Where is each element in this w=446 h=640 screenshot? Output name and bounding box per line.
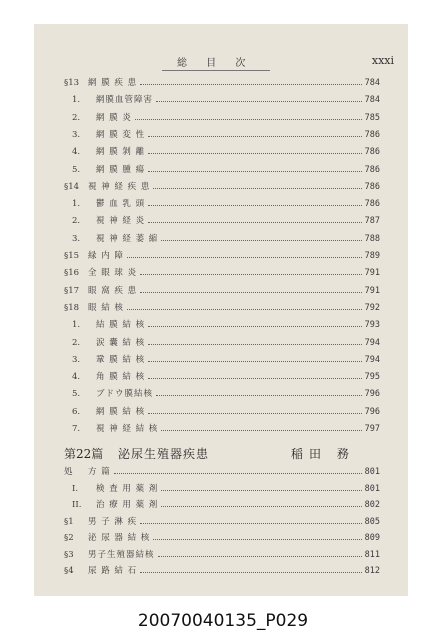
dot-leader <box>161 430 362 431</box>
toc-entry-number: I. <box>72 483 79 494</box>
toc-entry-number: §16 <box>64 268 80 279</box>
dot-leader <box>148 344 362 345</box>
toc-entry-page: 796 <box>364 406 380 417</box>
toc-entry <box>34 231 408 247</box>
dot-leader <box>148 378 362 379</box>
toc-entry-page: 791 <box>364 285 380 296</box>
toc-entry-page: 809 <box>364 533 380 543</box>
toc-entry-title: 鞏 膜 結 核 <box>96 354 146 365</box>
toc-entry <box>34 179 408 195</box>
toc-entry-title: 眼 結 核 <box>88 302 124 313</box>
dot-leader <box>140 84 362 85</box>
dot-leader <box>158 556 362 557</box>
page-title: 総 目 次 <box>177 58 254 69</box>
dot-leader <box>127 257 362 258</box>
toc-entry <box>34 464 408 480</box>
toc-entry <box>34 196 408 212</box>
toc-entry-number: §18 <box>64 302 80 313</box>
dot-leader <box>140 292 362 293</box>
toc-entry-title: 方 篇 <box>88 467 111 477</box>
toc-entry <box>34 92 408 108</box>
archive-id-label: 20070040135_P029 <box>137 611 309 631</box>
dot-leader <box>153 188 362 189</box>
toc-entry-number: 2. <box>72 337 81 348</box>
toc-entry <box>34 386 408 402</box>
chapter-number: 第22篇 <box>64 447 104 461</box>
toc-entry-title: 鬱 血 乳 頭 <box>96 199 146 210</box>
toc-entry <box>34 162 408 178</box>
toc-entry <box>34 335 408 351</box>
toc-entry-number: 3. <box>72 354 81 365</box>
toc-entry <box>34 317 408 333</box>
dot-leader <box>148 326 362 327</box>
toc-entry <box>34 563 408 579</box>
toc-entry-title: 尿 路 結 石 <box>88 566 138 576</box>
toc-entry-title: 角 膜 結 核 <box>96 372 146 383</box>
toc-entry-title: 視 神 経 結 核 <box>96 424 159 434</box>
toc-entry-number: 1. <box>72 95 81 106</box>
dot-leader <box>148 205 362 206</box>
toc-entry-page: 801 <box>364 483 380 494</box>
toc-entry-page: 788 <box>364 233 380 244</box>
page-number: xxxi <box>371 54 394 67</box>
toc-entry-title: 治 療 用 薬 剤 <box>96 500 159 510</box>
toc-entry-number: 2. <box>72 216 81 227</box>
dot-leader <box>148 413 362 414</box>
toc-entry-page: 795 <box>364 372 380 383</box>
dot-leader <box>148 153 362 154</box>
toc-entry <box>34 144 408 160</box>
toc-entry-number: II. <box>72 500 82 510</box>
toc-entry <box>34 248 408 264</box>
toc-entry-number: §2 <box>64 533 74 543</box>
toc-entry <box>34 369 408 385</box>
toc-entry-title: 視 神 経 炎 <box>96 216 146 227</box>
toc-entry-number: §15 <box>64 251 80 261</box>
toc-entry <box>34 404 408 420</box>
dot-leader <box>148 136 362 137</box>
toc-entry-page: 789 <box>364 251 380 261</box>
toc-entry-page: 805 <box>364 516 380 527</box>
toc-entry-page: 797 <box>364 424 380 434</box>
chapter-author: 稲田 務 <box>291 447 355 461</box>
toc-entry-number: 5. <box>72 164 81 175</box>
toc-entry-title: 視 神 経 疾 患 <box>88 181 151 192</box>
toc-entry-number: 6. <box>72 406 81 417</box>
toc-entry-number: 1. <box>72 320 81 331</box>
toc-entry <box>34 352 408 368</box>
dot-leader <box>148 222 362 223</box>
toc-entry-title: 泌 尿 器 結 核 <box>88 533 151 543</box>
toc-entry-page: 801 <box>364 467 380 477</box>
dot-leader <box>156 395 362 396</box>
toc-entry <box>34 497 408 513</box>
dot-leader <box>148 361 362 362</box>
toc-entry <box>34 75 408 91</box>
toc-entry-title: 結 膜 結 核 <box>96 320 146 331</box>
toc-entry-page: 794 <box>364 337 380 348</box>
dot-leader <box>114 473 362 474</box>
toc-entry-title: 網 膜 変 性 <box>96 129 146 140</box>
header-rule <box>162 70 270 71</box>
chapter-title: 泌尿生殖器疾患 <box>118 447 210 461</box>
toc-entry-title: 視 神 経 萎 縮 <box>96 233 159 244</box>
toc-entry-page: 796 <box>364 389 380 400</box>
dot-leader <box>140 572 362 573</box>
toc-entry-number: 5. <box>72 389 81 400</box>
dot-leader <box>135 119 362 120</box>
dot-leader <box>156 101 362 102</box>
toc-entry-page: 786 <box>364 164 380 175</box>
toc-entry <box>34 530 408 546</box>
toc-entry-number: 処 <box>64 467 73 477</box>
toc-entry-page: 791 <box>364 268 380 279</box>
toc-entry-title: 涙 囊 結 核 <box>96 337 146 348</box>
toc-entry <box>34 421 408 437</box>
toc-entry <box>34 547 408 563</box>
toc-entry-title: ブドウ膜結核 <box>96 389 154 400</box>
toc-entry-title: 網膜血管障害 <box>96 95 154 106</box>
toc-entry-number: §3 <box>64 549 74 560</box>
toc-entry-number: §17 <box>64 285 80 296</box>
toc-entry-page: 792 <box>364 302 380 313</box>
toc-entry-number: 3. <box>72 233 81 244</box>
toc-entry-title: 網 膜 炎 <box>96 112 132 123</box>
toc-entry-page: 811 <box>364 549 380 560</box>
dot-leader <box>161 490 362 491</box>
toc-entry-number: §14 <box>64 181 80 192</box>
dot-leader <box>148 171 362 172</box>
toc-entry-title: 検 査 用 薬 剤 <box>96 483 159 494</box>
toc-entry-number: 4. <box>72 147 81 158</box>
toc-entry-page: 786 <box>364 181 380 192</box>
chapter-heading <box>64 444 384 464</box>
toc-entry <box>34 283 408 299</box>
toc-entry-page: 786 <box>364 147 380 158</box>
toc-entry-number: §1 <box>64 516 74 527</box>
toc-entry-page: 786 <box>364 199 380 210</box>
dot-leader <box>127 309 362 310</box>
toc-entry-title: 緑 内 障 <box>88 251 124 261</box>
toc-entry-title: 網 膜 疾 患 <box>88 78 138 88</box>
toc-entry-title: 網 膜 剝 離 <box>96 147 146 158</box>
toc-entry-page: 784 <box>364 95 380 106</box>
toc-entry-number: 1. <box>72 199 81 210</box>
toc-entry-page: 802 <box>364 500 380 510</box>
toc-entry-number: 4. <box>72 372 81 383</box>
toc-entry <box>34 213 408 229</box>
toc-entry <box>34 481 408 497</box>
toc-entry-number: 7. <box>72 424 81 434</box>
toc-entry <box>34 110 408 126</box>
toc-entry-page: 812 <box>364 566 380 576</box>
toc-entry-page: 786 <box>364 129 380 140</box>
toc-entry-number: §4 <box>64 566 74 576</box>
toc-entry <box>34 127 408 143</box>
toc-entry-page: 787 <box>364 216 380 227</box>
toc-entry-page: 785 <box>364 112 380 123</box>
toc-entry-title: 網 膜 腫 瘍 <box>96 164 146 175</box>
toc-entry-title: 網 膜 結 核 <box>96 406 146 417</box>
toc-entry-number: 3. <box>72 129 81 140</box>
toc-entry <box>34 514 408 530</box>
toc-entry-title: 男子生殖器結核 <box>88 549 155 560</box>
toc-entry-page: 794 <box>364 354 380 365</box>
toc-entry-page: 793 <box>364 320 380 331</box>
toc-entry-title: 男 子 淋 疾 <box>88 516 138 527</box>
dot-leader <box>153 539 362 540</box>
toc-entry <box>34 300 408 316</box>
dot-leader <box>161 240 362 241</box>
page-header <box>34 54 408 74</box>
toc-entry-number: 2. <box>72 112 81 123</box>
toc-entry <box>34 265 408 281</box>
toc-entry-title: 眼 窩 疾 患 <box>88 285 138 296</box>
toc-entry-page: 784 <box>364 78 380 88</box>
dot-leader <box>161 506 362 507</box>
toc-entry-number: §13 <box>64 78 80 88</box>
book-page <box>34 24 408 596</box>
dot-leader <box>140 274 362 275</box>
toc-entry-title: 全 眼 球 炎 <box>88 268 138 279</box>
dot-leader <box>140 523 362 524</box>
